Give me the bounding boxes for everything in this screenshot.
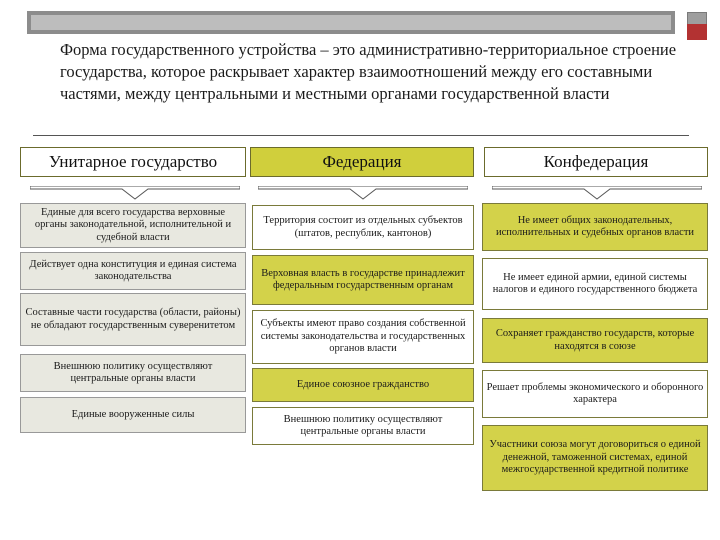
confederation-item: Не имеет единой армии, единой системы налогов и единого государственного бюджета	[482, 258, 708, 310]
unitary-item: Действует одна конституция и единая система законодательства	[20, 252, 246, 290]
federation-item: Верховная власть в государстве принадлежит федеральным государственным органам	[252, 255, 474, 305]
header-unitary: Унитарное государство	[20, 147, 246, 177]
unitary-item: Единые вооруженные силы	[20, 397, 246, 433]
header-confederation: Конфедерация	[484, 147, 708, 177]
slide-title: Форма государственного устройства – это административно-территориальное строение государства, которое раскрывает характер взаимоотношений между его составными частями, между центральными и местными органами государственной власти	[60, 40, 677, 103]
unitary-item: Единые для всего государства верховные органы законодательной, исполнительной и судебной власти	[20, 203, 246, 248]
federation-item: Внешнюю политику осуществляют центральные органы власти	[252, 407, 474, 445]
unitary-item: Составные части государства (области, районы) не обладают государственным суверенитетом	[20, 293, 246, 346]
confederation-item: Сохраняет гражданство государств, которые находятся в союзе	[482, 318, 708, 363]
confederation-item: Решает проблемы экономического и оборонного характера	[482, 370, 708, 418]
federation-item: Территория состоит из отдельных субъектов (штатов, республик, кантонов)	[252, 205, 474, 250]
decor-square-red	[687, 24, 707, 40]
federation-item: Единое союзное гражданство	[252, 368, 474, 402]
title-divider	[33, 135, 689, 136]
confederation-item: Участники союза могут договориться о единой денежной, таможенной системах, единой межгосударственной кредитной политике	[482, 425, 708, 491]
federation-item: Субъекты имеют право создания собственной системы законодательства и государственных органов власти	[252, 310, 474, 364]
header-federation: Федерация	[250, 147, 474, 177]
unitary-item: Внешнюю политику осуществляют центральные органы власти	[20, 354, 246, 392]
slide-top-bar	[27, 11, 675, 34]
confederation-item: Не имеет общих законодательных, исполнительных и судебных органов власти	[482, 203, 708, 251]
